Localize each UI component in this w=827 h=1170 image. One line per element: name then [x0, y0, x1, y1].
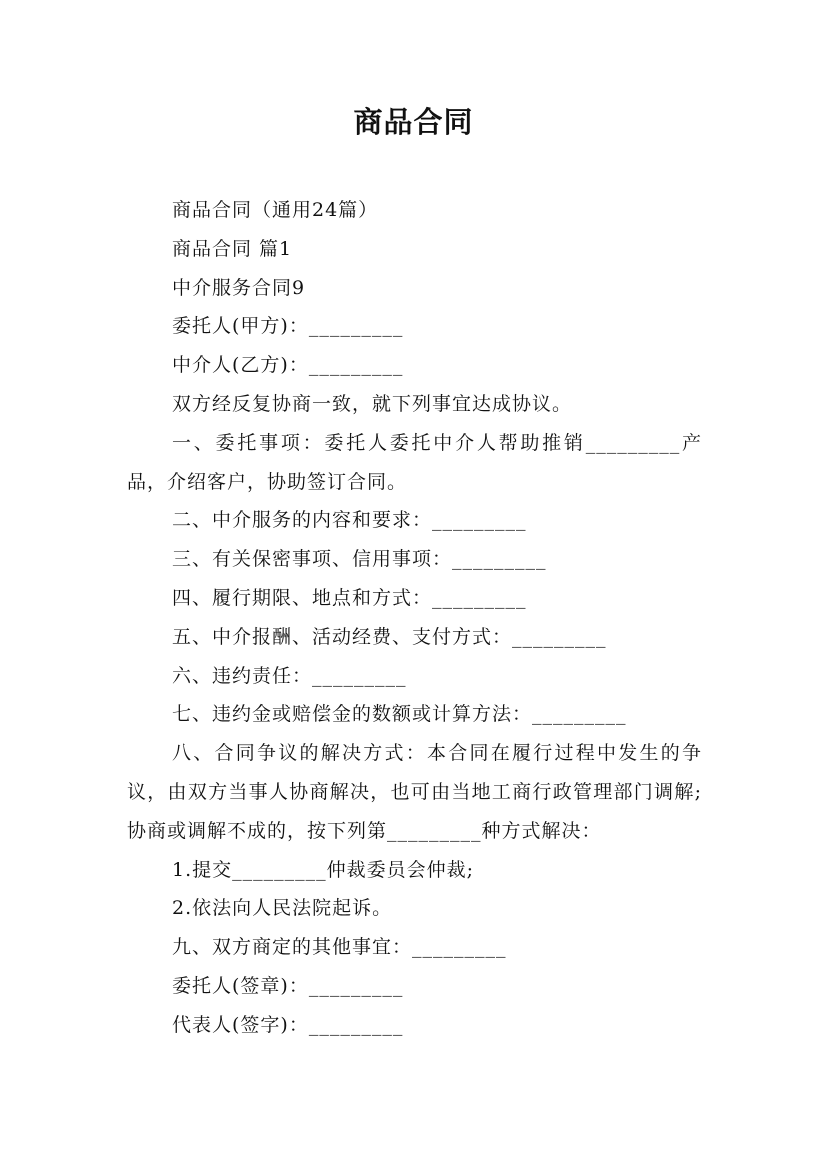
- paragraph-party-a: 委托人(甲方)：_________: [172, 315, 404, 338]
- paragraph-clause-9: 九、双方商定的其他事宜：_________: [172, 936, 507, 959]
- paragraph-clause-7: 七、违约金或赔偿金的数额或计算方法：_________: [172, 703, 627, 726]
- paragraph-clause-1: 一、委托事项：委托人委托中介人帮助推销_________产品，介绍客户，协助签订合同。: [127, 431, 702, 493]
- paragraph-option-1: 1.提交_________仲裁委员会仲裁;: [172, 858, 475, 881]
- document-body: [127, 191, 702, 1045]
- paragraph-signature-representative: 代表人(签字)：_________: [172, 1013, 404, 1036]
- paragraph-agreement-intro: 双方经反复协商一致，就下列事宜达成协议。: [172, 392, 573, 415]
- paragraph-signature-principal: 委托人(签章)：_________: [172, 974, 404, 997]
- paragraph-subtitle: 商品合同（通用24篇）: [172, 199, 379, 221]
- document-title: 商品合同: [353, 105, 474, 139]
- paragraph-clause-2: 二、中介服务的内容和要求：_________: [172, 509, 527, 532]
- paragraph-contract-name: 中介服务合同9: [172, 276, 306, 299]
- paragraph-party-b: 中介人(乙方)：_________: [172, 354, 404, 377]
- paragraph-clause-3: 三、有关保密事项、信用事项：_________: [172, 548, 547, 571]
- paragraph-section-heading: 商品合同 篇1: [172, 237, 293, 260]
- paragraph-clause-6: 六、违约责任：_________: [172, 664, 407, 687]
- paragraph-clause-4: 四、履行期限、地点和方式：_________: [172, 586, 527, 609]
- paragraph-clause-5: 五、中介报酬、活动经费、支付方式：_________: [172, 625, 607, 648]
- paragraph-clause-8: 八、合同争议的解决方式：本合同在履行过程中发生的争议，由双方当事人协商解决，也可由当地工商行政管理部门调解;协商或调解不成的，按下列第_________种方式解决：: [127, 742, 702, 842]
- paragraph-option-2: 2.依法向人民法院起诉。: [172, 897, 393, 920]
